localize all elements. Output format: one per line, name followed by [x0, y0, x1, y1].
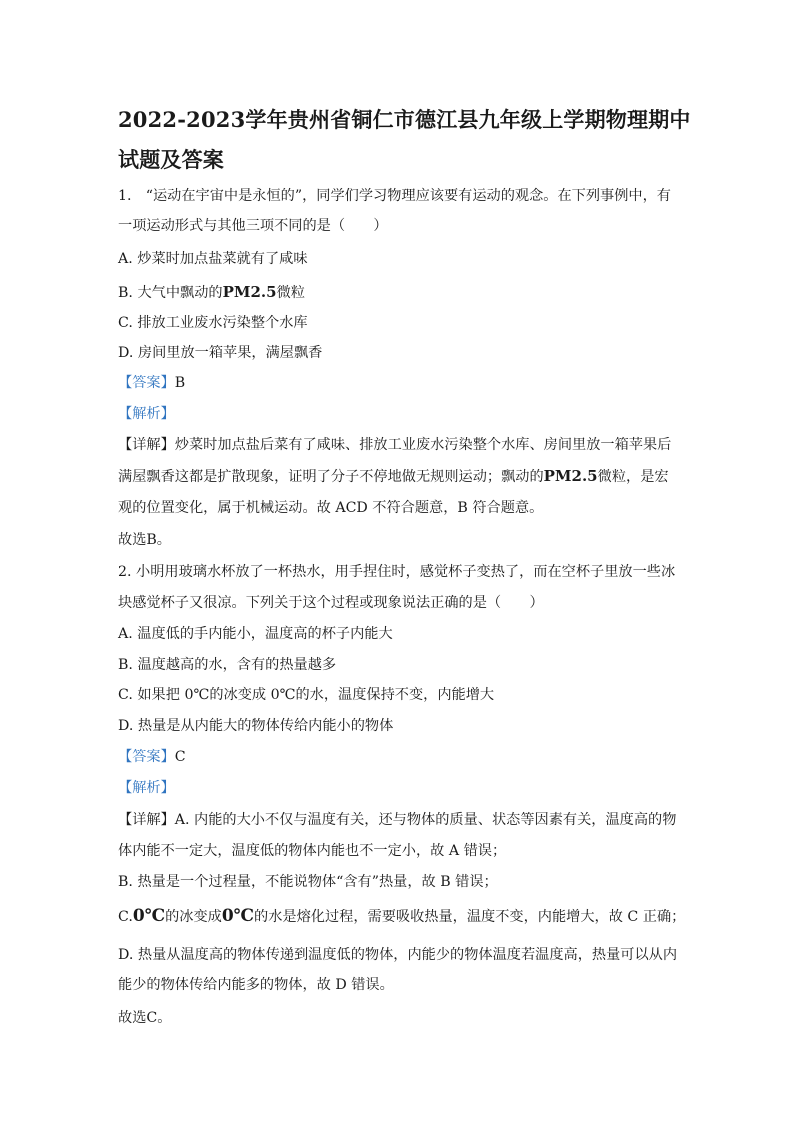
q1-answer [118, 373, 688, 393]
q1-answer-value: B [174, 375, 186, 391]
q1-detail-line-3: 观的位置变化，属于机械运动。故 ACD 不符合题意，B 符合题意。 [118, 500, 544, 516]
q2-detail-c-suffix: 的水是熔化过程，需要吸收热量，温度不变，内能增大，故 C 正确； [254, 909, 686, 925]
document-title-line-2: 试题及答案 [118, 147, 224, 172]
q1-answer-tag: 【答案】 [118, 375, 175, 391]
q2-detail-a-line-1 [118, 810, 688, 830]
q2-detail-c-prefix: C. [118, 909, 133, 925]
q2-option-b: B. 温度越高的水，含有的热量越多 [118, 657, 337, 673]
q2-stem-line-2: 块感觉杯子又很凉。下列关于这个过程或现象说法正确的是（ ） [118, 595, 544, 611]
q2-option-c: C. 如果把 0℃的冰变成 0℃的水，温度保持不变，内能增大 [118, 687, 495, 703]
q2-analysis-label: 【解析】 [118, 780, 175, 796]
q1-option-c: C. 排放工业废水污染整个水库 [118, 315, 308, 331]
q2-detail-d-line-1: D. 热量从温度高的物体传递到温度低的物体，内能少的物体温度若温度高，热量可以从内 [118, 947, 678, 963]
q1-detail-formula: PM2.5 [543, 467, 598, 485]
q1-detail-tag: 【详解】 [118, 437, 175, 453]
q1-detail-text-2-prefix: 满屋飘香这都是扩散现象，证明了分子不停地做无规则运动；飘动的 [118, 469, 544, 485]
q2-detail-tag: 【详解】 [118, 812, 175, 828]
q2-detail-c-middle: 的冰变成 [165, 909, 222, 925]
q2-detail-a-line-2: 体内能不一定大，温度低的物体内能也不一定小，故 A 错误； [118, 843, 507, 859]
q2-answer [118, 747, 688, 767]
document-title-line-1: 2022-2023学年贵州省铜仁市德江县九年级上学期物理期中 [118, 107, 691, 132]
q1-option-b-prefix: B. 大气中飘动的 [118, 285, 223, 301]
q2-detail-c [118, 906, 688, 927]
q2-conclusion: 故选C。 [118, 1010, 172, 1026]
q1-conclusion: 故选B。 [118, 532, 171, 548]
q2-detail-c-formula-1: 0℃ [132, 906, 166, 926]
q1-option-b [118, 282, 688, 303]
q1-option-a: A. 炒菜时加点盐菜就有了咸味 [118, 251, 308, 267]
q1-stem-line-1: 1. “运动在宇宙中是永恒的”，同学们学习物理应该要有运动的观念。在下列事例中，有 [118, 188, 671, 204]
q2-detail-a-text-1: A. 内能的大小不仅与温度有关，还与物体的质量、状态等因素有关，温度高的物 [174, 812, 677, 828]
q2-option-d: D. 热量是从内能大的物体传给内能小的物体 [118, 718, 394, 734]
q1-analysis-label: 【解析】 [118, 406, 175, 422]
q2-detail-b: B. 热量是一个过程量，不能说物体“含有”热量，故 B 错误； [118, 874, 498, 890]
q1-stem-line-2: 一项运动形式与其他三项不同的是（ ） [118, 218, 388, 234]
q1-detail-text-2-suffix: 微粒，是宏 [597, 469, 669, 485]
q2-stem-line-1: 2. 小明用玻璃水杯放了一杯热水，用手捏住时，感觉杯子变热了，而在空杯子里放一些冰 [118, 564, 676, 580]
q1-detail-line-1 [118, 435, 688, 455]
q2-detail-d-line-2: 能少的物体传给内能多的物体，故 D 错误。 [118, 977, 394, 993]
q1-option-d: D. 房间里放一箱苹果，满屋飘香 [118, 345, 323, 361]
q1-analysis-tag [118, 404, 688, 424]
q2-option-a: A. 温度低的手内能小，温度高的杯子内能大 [118, 626, 393, 642]
q2-detail-c-formula-2: 0℃ [221, 906, 255, 926]
q2-answer-value: C [174, 749, 186, 765]
q2-analysis-tag [118, 778, 688, 798]
q1-option-b-formula: PM2.5 [222, 283, 277, 301]
q1-option-b-suffix: 微粒 [276, 285, 305, 301]
q2-answer-tag: 【答案】 [118, 749, 175, 765]
q1-detail-text-1: 炒菜时加点盐后菜有了咸味、排放工业废水污染整个水库、房间里放一箱苹果后 [174, 437, 672, 453]
q1-detail-line-2 [118, 466, 688, 487]
